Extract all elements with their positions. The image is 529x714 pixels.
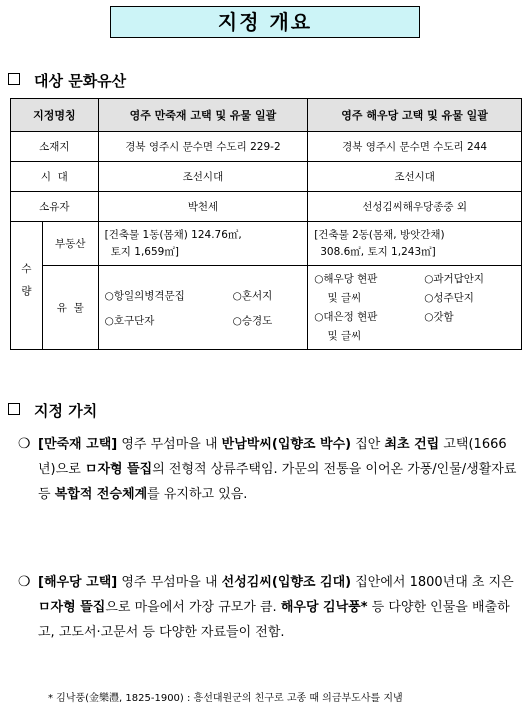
circle-bullet-icon: ❍	[18, 574, 31, 590]
table-row: 소재지 경북 영주시 문수면 수도리 229-2 경북 영주시 문수면 수도리 244	[11, 132, 522, 162]
header-manjukjae: 영주 만죽재 고택 및 유물 일괄	[98, 99, 308, 132]
section-heading-value: 지정 가치	[8, 400, 97, 421]
section-heading-targets: 대상 문화유산	[8, 70, 126, 91]
header-name-label: 지정명칭	[11, 99, 99, 132]
table-row: 수량 부동산 [건축물 1동(몸채) 124.76㎡, 토지 1,659㎡] [건축물 2동(몸채, 방앗간채) 308.6㎡, 토지 1,243㎡]	[11, 222, 522, 266]
table-row: 시 대 조선시대 조선시대	[11, 162, 522, 192]
heritage-table	[10, 98, 522, 350]
checkbox-bullet-icon	[8, 403, 20, 415]
header-haeudang: 영주 해우당 고택 및 유물 일괄	[308, 99, 522, 132]
artifact-list-a: ○항일의병격문집 ○혼서지 ○호구단자 ○승경도	[104, 289, 273, 327]
footnote: * 김낙풍(金樂灃, 1825-1900) : 흥선대원군의 친구로 고종 때 의금부도사를 지냄	[48, 693, 403, 704]
paragraph-haeudang: ❍ [해우당 고택] 영주 무섬마을 내 선성김씨(입향조 김대) 집안에서 1800년대 초 지은 ㅁ자형 뜰집으로 마을에서 가장 규모가 큼. 해우당 김낙풍* 등 다양한 인물을 배출하고, 고도서·고문서 등 다양한 자료들이 전함.	[38, 570, 524, 645]
circle-bullet-icon: ❍	[18, 436, 31, 452]
artifact-list-b: ○해우당 현판 ○과거답안지 및 글씨 ○성주단지 ○대은정 현판 ○갓함 및 글씨	[314, 272, 485, 342]
table-header-row	[11, 99, 522, 132]
table-row: 소유자 박천세 선성김씨해우당종중 외	[11, 192, 522, 222]
checkbox-bullet-icon	[8, 73, 20, 85]
paragraph-manjukjae: ❍ [만죽재 고택] 영주 무섬마을 내 반남박씨(입향조 박수) 집안 최초 건립 고택(1666년)으로 ㅁ자형 뜰집의 전형적 상류주택임. 가문의 전통을 이어온 가풍/인물/생활자료 등 복합적 전승체계를 유지하고 있음.	[38, 432, 524, 507]
page-title: 지정 개요	[110, 6, 420, 38]
quantity-label: 수량	[11, 222, 43, 350]
table-row: 유 물 ○항일의병격문집 ○혼서지 ○호구단자 ○승경도 ○해우당 현판 ○과거답안지 및 글씨 ○성주단지 ○대은정 현판 ○갓함 및 글씨	[11, 266, 522, 350]
